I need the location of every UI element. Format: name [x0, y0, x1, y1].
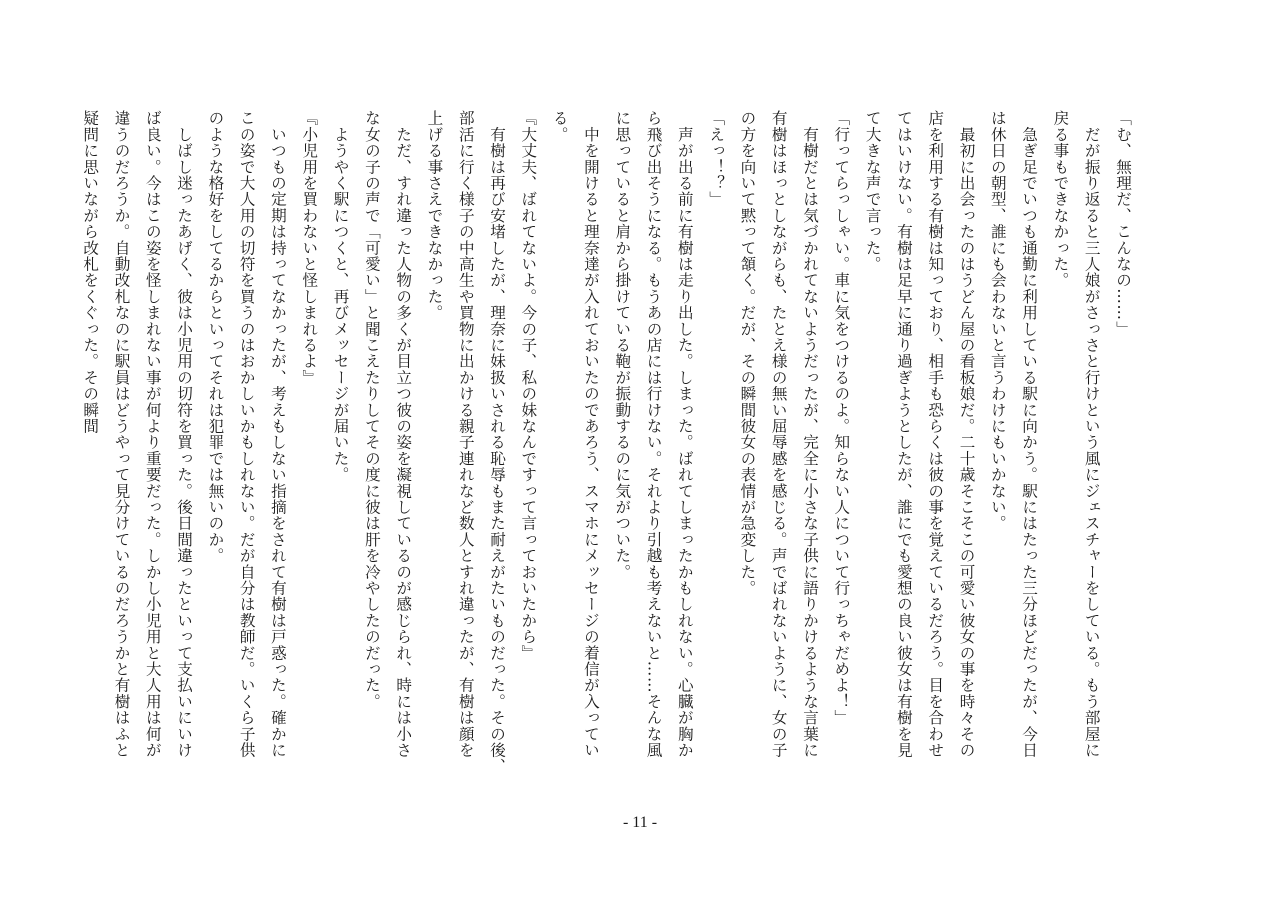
text-line: ら飛び出そうになる。もうあの店には行けない。それより引越も考えないと……そんな風	[644, 110, 663, 758]
text-line: 「む、無理だ、こんなの……」	[1114, 110, 1132, 337]
text-line: 「行ってらっしゃい。車に気をつけるのよ。知らない人について行っちゃだめよ！」	[832, 110, 851, 726]
text-line: 戻る事もできなかった。	[1051, 110, 1070, 289]
text-line: 有樹は再び安堵したが、理奈に妹扱いされる恥辱もまた耐えがたいものだった。その後、	[488, 110, 507, 775]
text-line: のような格好をしてるからといってそれは犯罪では無いのか。	[206, 110, 225, 564]
text-line: 店を利用する有樹は知っており、相手も恐らくは彼の事を覚えているだろう。目を合わせ	[926, 110, 945, 758]
text-line: 有樹だとは気づかれてないようだったが、完全に小さな子供に語りかけるような言葉に	[801, 110, 820, 758]
page-number: - 11 -	[622, 814, 658, 831]
text-line: は休日の朝型、誰にも会わないと言うわけにもいかない。	[988, 110, 1007, 532]
text-line: 違うのだろうか。自動改札なのに駅員はどうやって見分けているのだろうかと有樹はふと	[112, 110, 131, 758]
text-line: 有樹はほっとしながらも、たとえ様の無い屈辱感を感じる。声でばれないように、女の子	[769, 110, 788, 758]
text-line: 最初に出会ったのはうどん屋の看板娘だ。二十歳そこそこの可愛い彼女の事を時々その	[957, 110, 976, 758]
text-line: 中を開けると理奈達が入れておいたのであろう、スマホにメッセージの着信が入ってい	[581, 110, 600, 758]
text-line: 声が出る前に有樹は走り出した。しまった。ばれてしまったかもしれない。心臓が胸か	[675, 110, 694, 758]
vertical-text-body	[81, 110, 1138, 810]
text-line: この姿で大人用の切符を買うのはおかしいかもしれない。だが自分は教師だ。いくら子供	[237, 110, 256, 758]
text-line: 『小児用を買わないと怪しまれるよ』	[300, 110, 319, 386]
text-line: ようやく駅につくと、再びメッセージが届いた。	[331, 110, 350, 483]
text-line: しばし迷ったあげく、彼は小児用の切符を買った。後日間違ったといって支払いにいけ	[175, 110, 194, 758]
text-line: 上げる事さえできなかった。	[425, 110, 444, 321]
text-line: 急ぎ足でいつも通勤に利用している駅に向かう。駅にはたった三分ほどだったが、今日	[1020, 110, 1039, 758]
text-line: 疑問に思いながら改札をくぐった。その瞬間	[81, 110, 100, 434]
text-line: だが振り返ると三人娘がさっさと行けという風にジェスチャーをしている。もう部屋に	[1082, 110, 1101, 758]
text-line: る。	[550, 110, 569, 143]
text-line: ば良い。今はこの姿を怪しまれない事が何より重要だった。しかし小児用と大人用は何が	[143, 110, 162, 758]
text-line: てはいけない。有樹は足早に通り過ぎようとしたが、誰にでも愛想の良い彼女は有樹を見	[894, 110, 913, 758]
text-line: な女の子の声で「可愛い」と聞こえたりしてその度に彼は肝を冷やしたのだった。	[362, 110, 381, 710]
text-line: 『大丈夫、ばれてないよ。今の子、私の妹なんですって言っておいたから』	[519, 110, 538, 661]
text-line: ただ、すれ違った人物の多くが目立つ彼の姿を凝視しているのが感じられ、時には小さ	[394, 110, 413, 758]
text-line: 部活に行く様子の中高生や買物に出かける親子連れなど数人とすれ違ったが、有樹は顔を	[456, 110, 475, 758]
text-line: いつもの定期は持ってなかったが、考えもしない指摘をされて有樹は戸惑った。確かに	[268, 110, 287, 758]
text-line: に思っていると肩から掛けている鞄が振動するのに気がついた。	[613, 110, 632, 580]
text-line: て大きな声で言った。	[863, 110, 882, 272]
text-line: 「えっ！？」	[707, 110, 726, 208]
text-line: の方を向いて黙って頷く。だが、その瞬間彼女の表情が急変した。	[738, 110, 757, 596]
